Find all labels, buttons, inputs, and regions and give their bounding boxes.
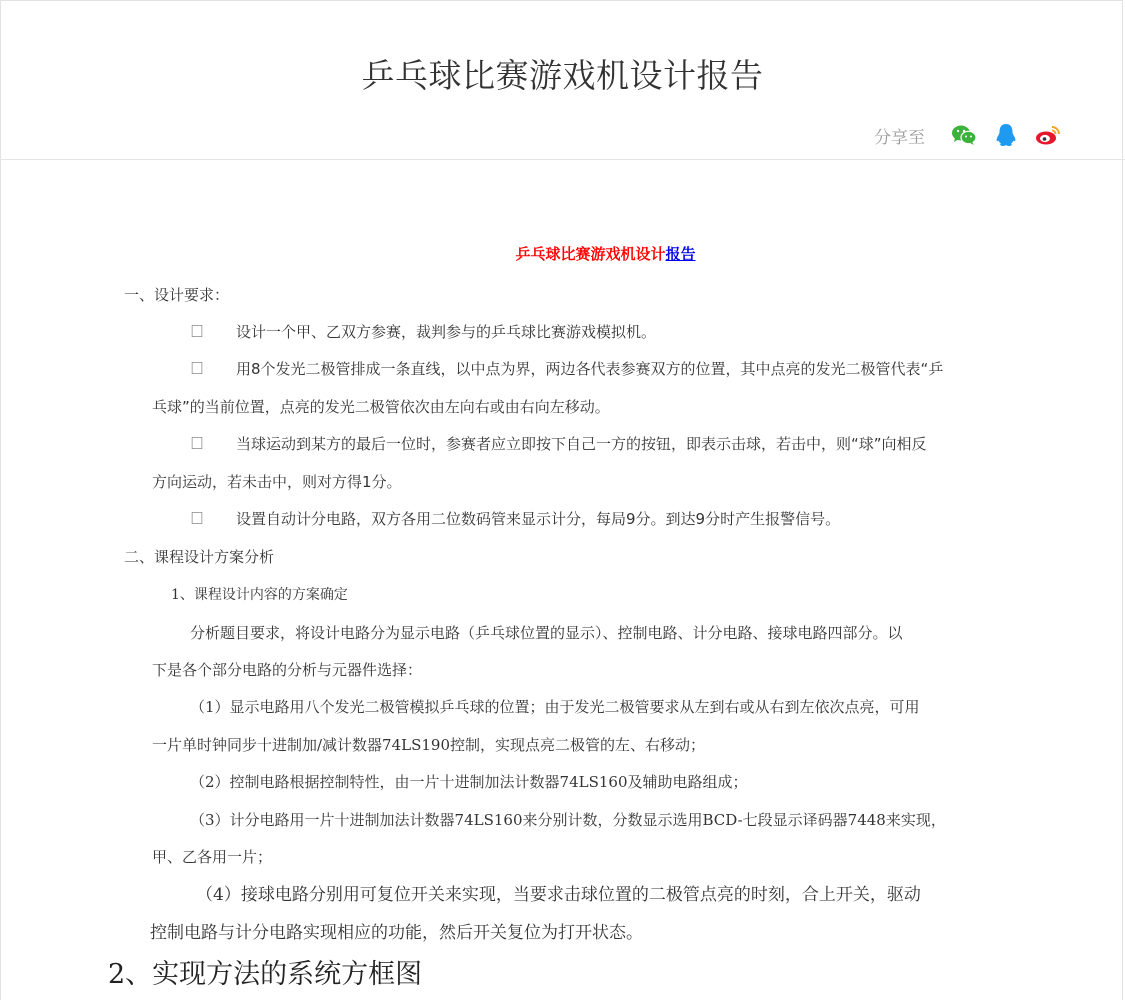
requirement-2-line-2: 乓球”的当前位置，点亮的发光二极管依次由左向右或由右向左移动。 — [152, 398, 610, 416]
article-header — [0, 0, 1125, 160]
section-2-title: 二、课程设计方案分析 — [124, 548, 275, 566]
page-title: 乒乓球比赛游戏机设计报告 — [361, 56, 764, 95]
qq-share-button[interactable] — [991, 120, 1021, 150]
weibo-share-button[interactable] — [1033, 120, 1063, 150]
subsection-2-title: 2、实现方法的系统方框图 — [108, 959, 423, 990]
analysis-line-2: 下是各个部分电路的分析与元器件选择： — [152, 661, 423, 679]
document-heading — [0, 243, 1125, 264]
report-link[interactable]: 报告 — [665, 245, 696, 263]
requirement-4: 设置自动计分电路，双方各用二位数码管来显示计分，每局9分。到达9分时产生报警信号。 — [190, 508, 840, 529]
item-3-line-1: （3）计分电路用一片十进制加法计数器74LS160来分别计数，分数显示选用BCD-七段显示译码器7448来实现， — [190, 811, 946, 829]
share-label: 分享至 — [874, 127, 925, 148]
share-bar — [874, 120, 1063, 150]
item-4-line-1: （4）接球电路分别用可复位开关来实现，当要求击球位置的二极管点亮的时刻，合上开关，驱动 — [196, 885, 921, 905]
document-heading-text: 乒乓球比赛游戏机设计 — [515, 245, 666, 263]
section-1-title: 一、设计要求： — [124, 286, 230, 304]
item-1-line-2: 一片单时钟同步十进制加/减计数器74LS190控制，实现点亮二极管的左、右移动； — [152, 736, 706, 754]
bullet-box — [192, 362, 203, 374]
requirement-3-line-2: 方向运动，若未击中，则对方得1分。 — [152, 473, 402, 491]
wechat-icon — [951, 124, 977, 146]
item-3-line-2: 甲、乙各用一片； — [152, 848, 273, 866]
item-2: （2）控制电路根据控制特性，由一片十进制加法计数器74LS160及辅助电路组成； — [190, 773, 748, 791]
weibo-icon — [1035, 124, 1061, 146]
bullet-box — [192, 437, 203, 449]
analysis-line-1: 分析题目要求，将设计电路分为显示电路（乒乓球位置的显示）、控制电路、计分电路、接球电路四部分。以 — [190, 624, 903, 642]
wechat-share-button[interactable] — [949, 120, 979, 150]
subsection-1-title: 1、课程设计内容的方案确定 — [171, 587, 348, 603]
bullet-box — [192, 512, 203, 524]
requirement-3-line-1: 当球运动到某方的最后一位时，参赛者应立即按下自己一方的按钮，即表示击球，若击中，则“球”向相反 — [190, 433, 927, 454]
bullet-box — [192, 325, 203, 337]
requirement-2-line-1: 用8个发光二极管排成一条直线，以中点为界，两边各代表参赛双方的位置，其中点亮的发光二极管代表“乒 — [190, 358, 943, 379]
requirement-1: 设计一个甲、乙双方参赛，裁判参与的乒乓球比赛游戏模拟机。 — [190, 321, 656, 342]
item-4-line-2: 控制电路与计分电路实现相应的功能，然后开关复位为打开状态。 — [150, 923, 643, 943]
qq-penguin-icon — [995, 123, 1017, 147]
item-1-line-1: （1）显示电路用八个发光二极管模拟乒乓球的位置；由于发光二极管要求从左到右或从右到左依次点亮，可用 — [190, 698, 920, 716]
